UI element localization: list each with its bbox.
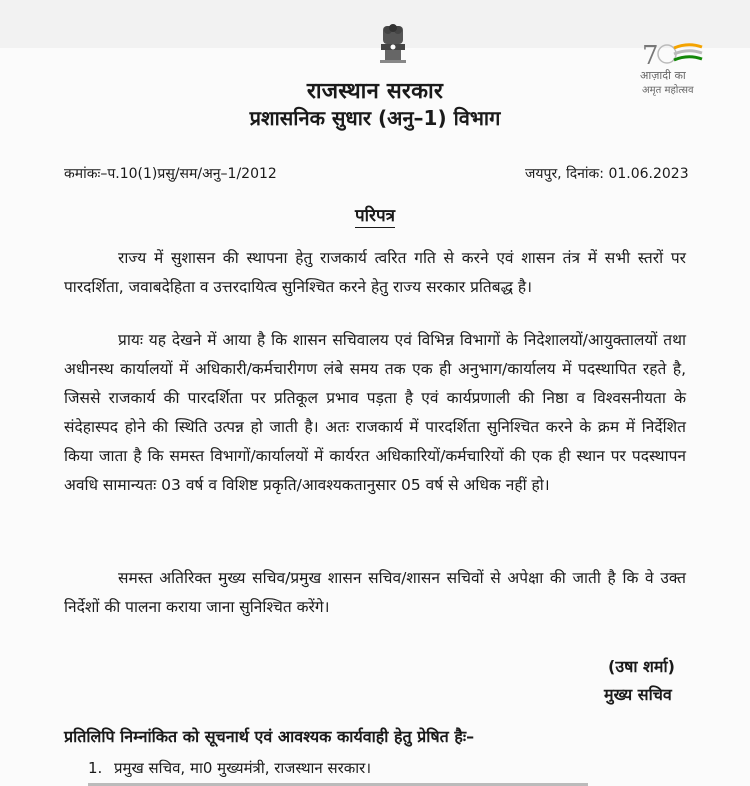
department-title: प्रशासनिक सुधार (अनु–1) विभाग <box>249 106 501 130</box>
copy-item-text: प्रमुख सचिव, मा0 मुख्यमंत्री, राजस्थान सरकार। <box>114 759 372 777</box>
truncated-next-line <box>88 780 588 786</box>
paragraph-2: प्रायः यह देखने में आया है कि शासन सचिवालय एवं विभिन्न विभागों के निदेशालयों/आयुक्तालयों तथा अधीनस्थ कार्यालयों में अधिकारी/कर्मचारीगण लंबे समय तक एक ही अनुभाग/कार्यालय में पदस्थापित रहते है, जिससे राजकार्य की पारदर्शिता पर प्रतिकूल प्रभाव पड़ता है एवं कार्यप्रणाली की निष्ठा व विश्वसनीयता के संदेहास्पद होने की स्थिति उत्पन्न हो जाती है। अतः राजकार्य में पारदर्शिता सुनिश्चित करने के क्रम में निर्देशित किया जाता है कि समस्त विभागों/कार्यालयों में कार्यरत अधिकारियों/कर्मचारियों की एक ही स्थान पर पदस्थापन अवधि सामान्यतः 03 वर्ष व विशिष्ट प्रकृति/आवश्यकतानुसार 05 वर्ष से अधिक नहीं हो। <box>64 331 686 494</box>
org-title: राजस्थान सरकार <box>306 79 444 104</box>
paragraph-3: समस्त अतिरिक्त मुख्य सचिव/प्रमुख शासन सचिव/शासन सचिवों से अपेक्षा की जाती है कि वे उक्त निर्देशों की पालना कराया जाना सुनिश्चित करेंगे। <box>64 569 686 616</box>
signatory-name: (उषा शर्मा) <box>608 657 675 676</box>
signatory-title: मुख्य सचिव <box>604 685 672 704</box>
ashoka-emblem-icon <box>376 22 410 68</box>
logo-line1: आज़ादी का <box>640 69 686 82</box>
reference-number: कमांकः–प.10(1)प्रसु/सम/अनु–1/2012 <box>64 166 277 182</box>
logo-line2: अमृत महोत्सव <box>642 85 694 96</box>
seventy-five-mark-icon <box>636 38 716 70</box>
subject-text: परिपत्र <box>354 206 396 226</box>
issue-date: जयपुर, दिनांक: 01.06.2023 <box>525 166 689 182</box>
svg-text:7: 7 <box>642 41 659 70</box>
copy-item-number: 1. <box>88 759 103 777</box>
paragraph-1: राज्य में सुशासन की स्थापना हेतु राजकार्य त्वरित गति से करने एवं शासन तंत्र में सभी स्तरों पर पारदर्शिता, जवाबदेहिता व उत्तरदायित्व सुनिश्चित करने हेतु राज्य सरकार प्रतिबद्ध है। <box>64 249 686 296</box>
copy-list-item <box>88 758 371 778</box>
subject-heading <box>0 203 750 226</box>
copy-to-heading: प्रतिलिपि निम्नांकित को सूचनार्थ एवं आवश्यक कार्यवाही हेतु प्रेषित हैः– <box>64 727 475 746</box>
